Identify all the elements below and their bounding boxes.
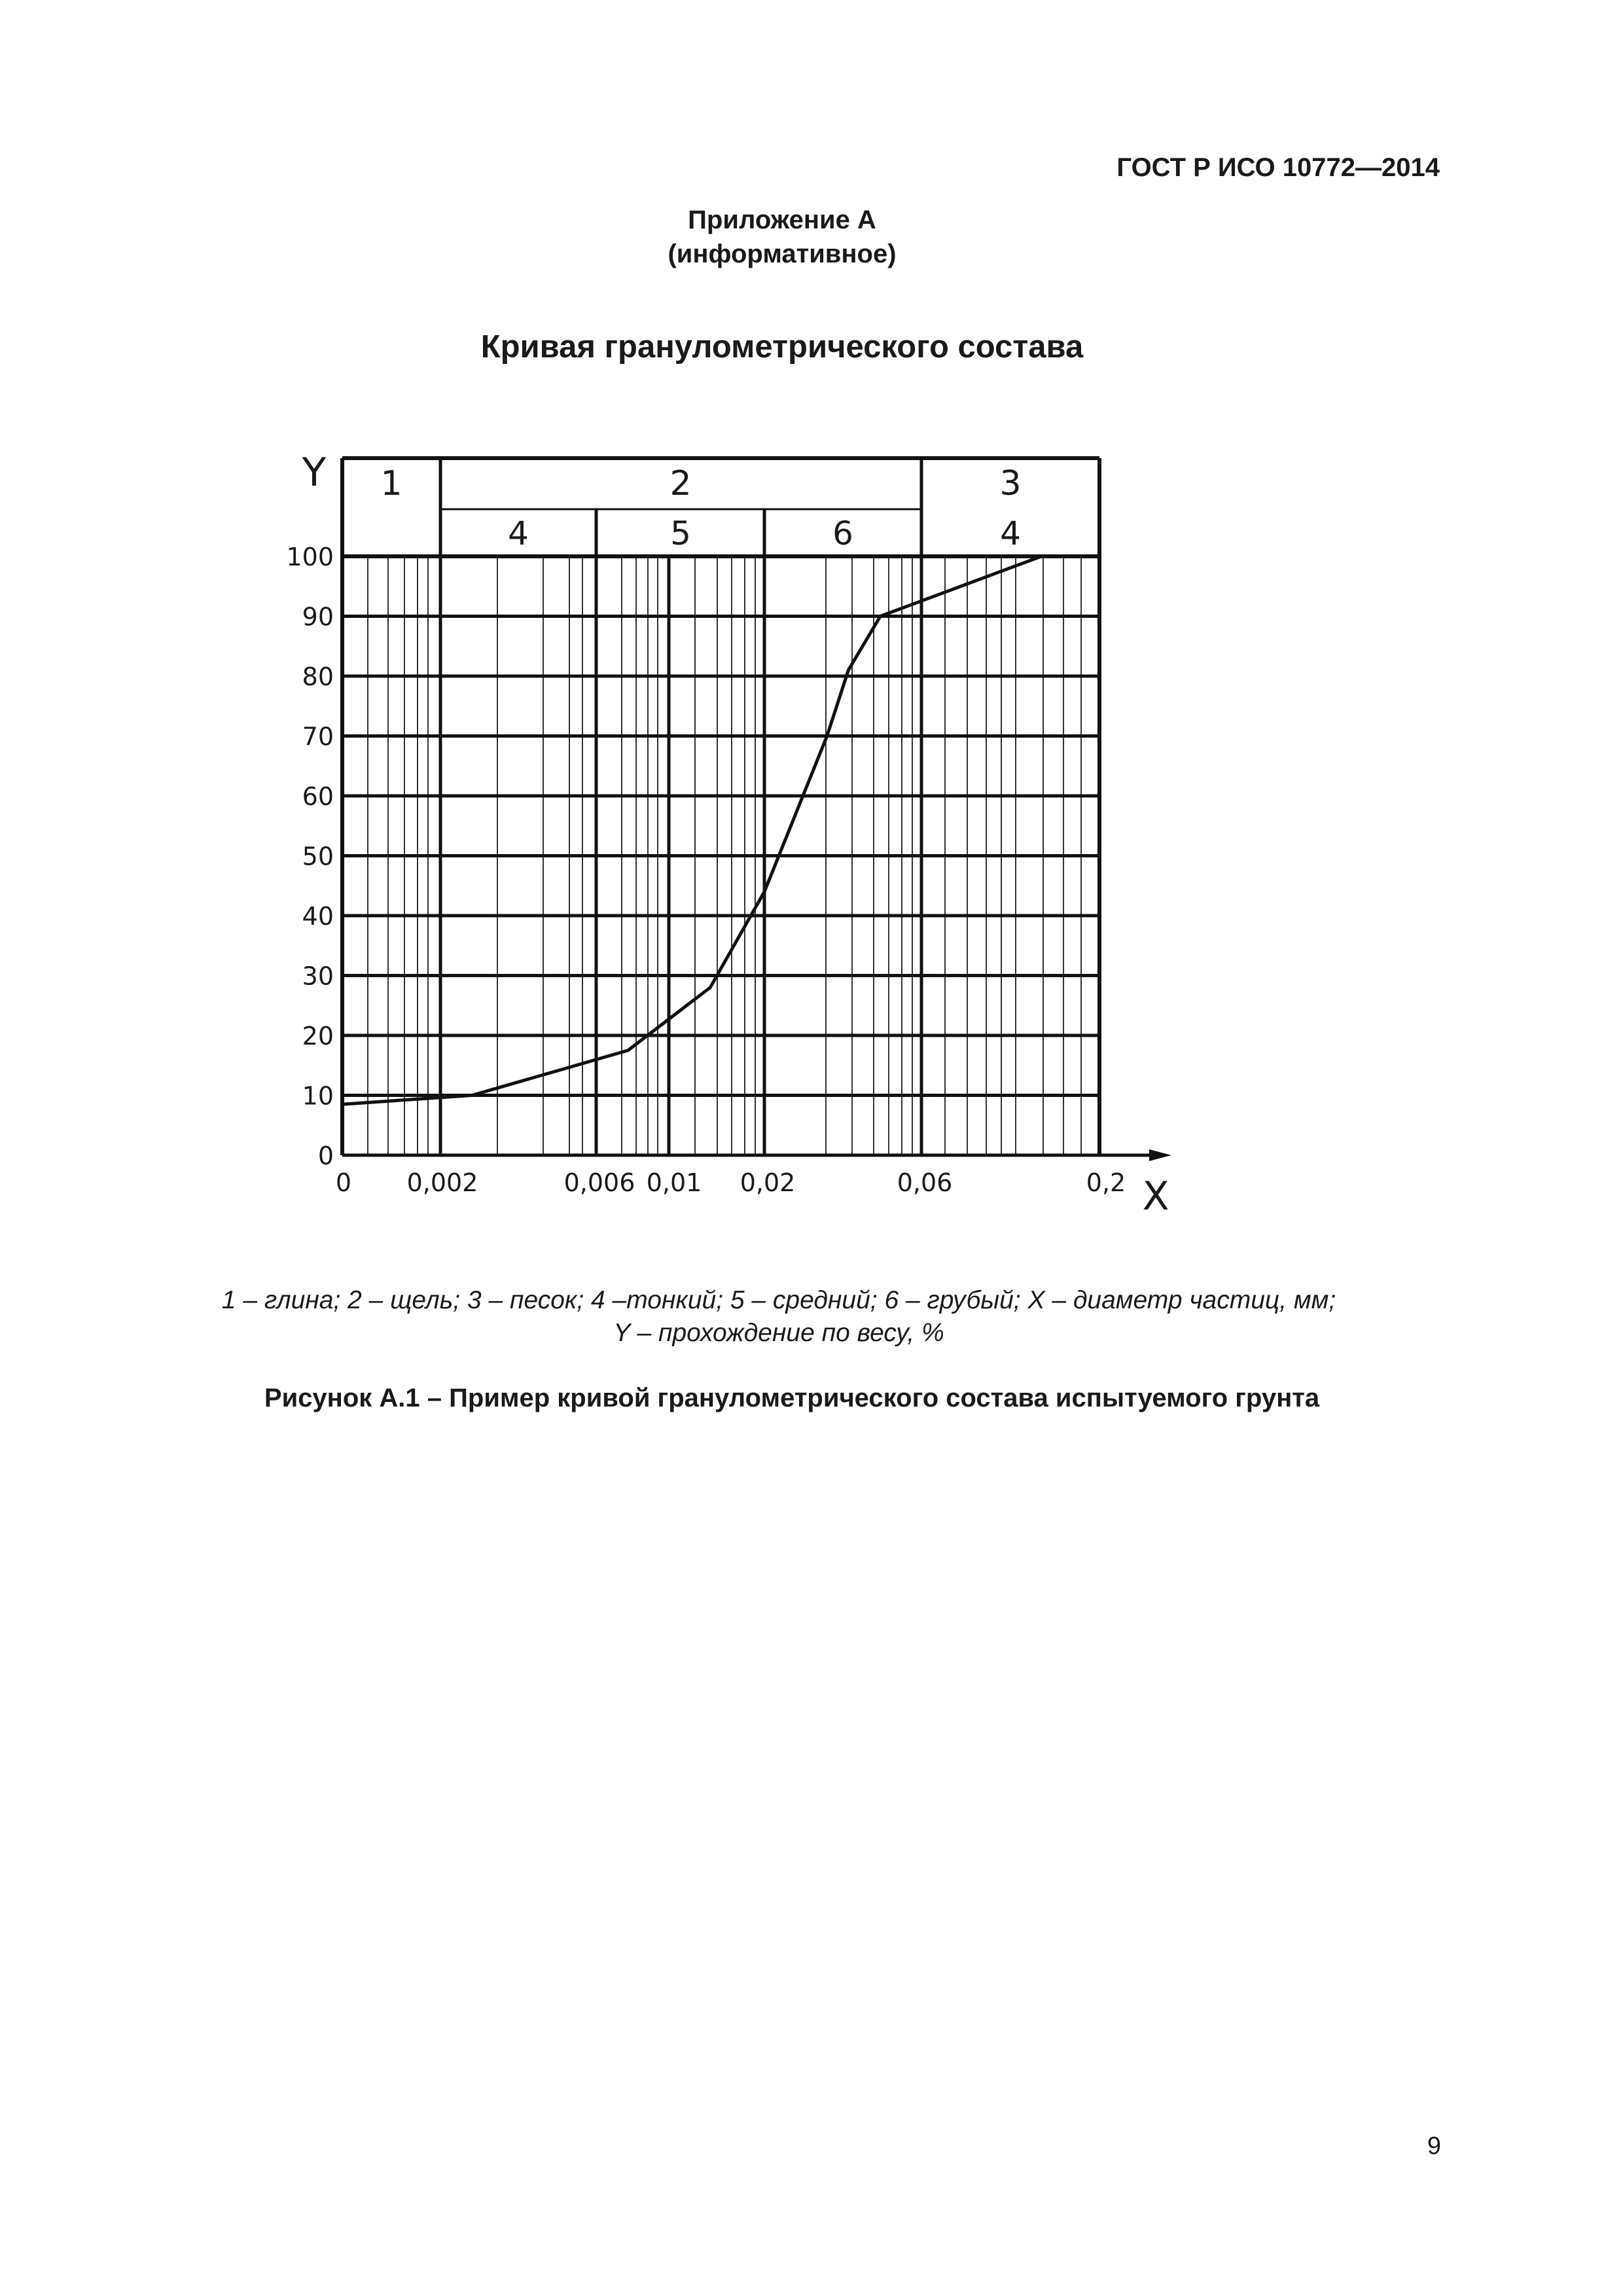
y-tick-label: 10 — [302, 1081, 334, 1111]
figure-legend — [0, 1284, 1558, 1350]
legend-line-1: 1 – глина; 2 – щель; 3 – песок; 4 –тонкий; 5 – средний; 6 – грубый; X – диаметр частиц, мм; — [221, 1286, 1336, 1314]
figure-caption: Рисунок А.1 – Пример кривой гранулометрического состава испытуемого грунта — [264, 1384, 1320, 1412]
figure-title: Кривая гранулометрического состава — [480, 329, 1084, 365]
x-tick-label: 0,002 — [406, 1168, 478, 1197]
y-tick-label: 90 — [302, 602, 334, 632]
header-subband-label: 4 — [508, 514, 529, 552]
appendix-title: Приложение А — [688, 206, 876, 234]
header-subband-label: 5 — [670, 514, 691, 552]
y-axis-label: Y — [302, 450, 327, 495]
document-code: ГОСТ Р ИСО 10772—2014 — [1116, 153, 1440, 182]
y-tick-label: 0 — [317, 1141, 334, 1170]
y-tick-label: 60 — [302, 782, 334, 811]
appendix-subtitle: (информативное) — [668, 240, 897, 268]
x-axis-label: X — [1142, 1174, 1169, 1219]
header-band-label: 2 — [669, 464, 692, 503]
grading-curve — [342, 556, 1041, 1117]
y-tick-label: 80 — [302, 662, 334, 691]
y-tick-label: 40 — [302, 902, 334, 931]
page-number: 9 — [1427, 2132, 1441, 2160]
header-band-label: 1 — [380, 464, 402, 503]
x-tick-label: 0,01 — [646, 1168, 702, 1197]
x-axis-arrow-icon — [1149, 1149, 1171, 1161]
y-tick-label: 30 — [302, 961, 334, 991]
legend-line-2: Y – прохождение по весу, % — [613, 1319, 944, 1347]
header-band-label: 3 — [999, 464, 1022, 503]
x-tick-label: 0,06 — [897, 1168, 953, 1197]
x-tick-label: 0,2 — [1086, 1168, 1126, 1197]
x-tick-label: 0,02 — [740, 1168, 796, 1197]
y-tick-label: 100 — [286, 543, 334, 571]
y-tick-label: 50 — [302, 842, 334, 871]
header-subband-label: 4 — [1000, 514, 1021, 552]
x-tick-label: 0,006 — [563, 1168, 635, 1197]
y-tick-label: 20 — [302, 1022, 334, 1050]
y-tick-label: 70 — [302, 722, 334, 751]
x-tick-label: 0 — [335, 1168, 352, 1197]
header-subband-label: 6 — [832, 514, 853, 552]
